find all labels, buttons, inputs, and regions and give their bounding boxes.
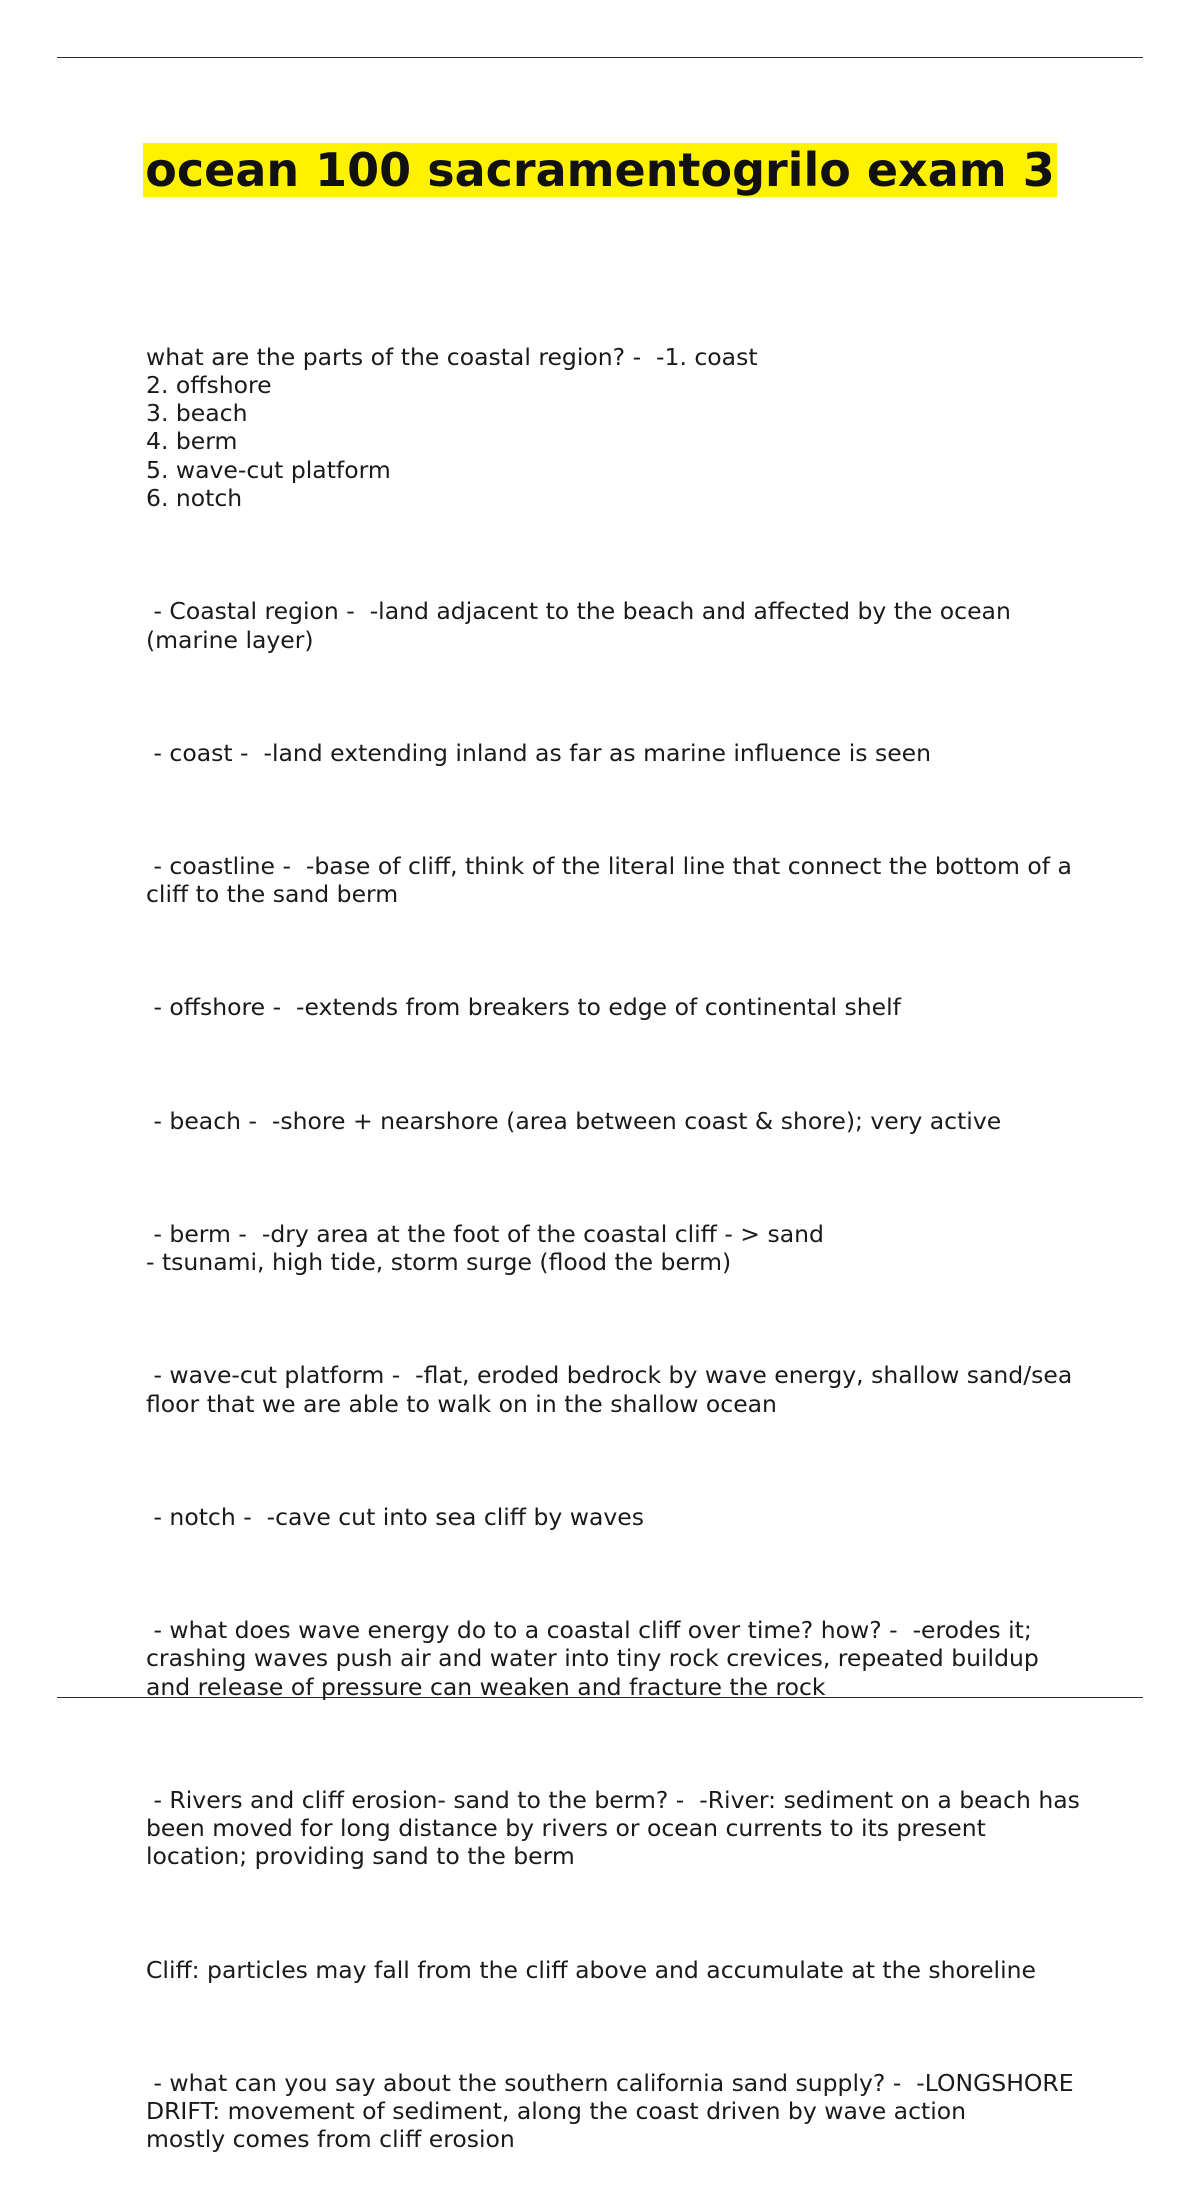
paragraph-notch: - notch - -cave cut into sea cliff by waves bbox=[146, 1502, 644, 1531]
paragraph-offshore: - offshore - -extends from breakers to edge of continental shelf bbox=[146, 993, 901, 1022]
paragraph-beach: - beach - -shore + nearshore (area between coast & shore); very active bbox=[146, 1106, 1002, 1135]
paragraph-coastal-parts: what are the parts of the coastal region? - -1. coast 2. offshore 3. beach 4. berm 5. wave-cut platform 6. notch bbox=[146, 342, 758, 513]
paragraph-wave-energy: - what does wave energy do to a coastal cliff over time? how? - -erodes it; crashing waves push air and water into tiny rock crevices, repeated buildup and release of pressure can weaken and fracture the rock bbox=[146, 1615, 1047, 1701]
paragraph-coastal-region: - Coastal region - -land adjacent to the beach and affected by the ocean (marine layer) bbox=[146, 597, 1019, 654]
paragraph-berm: - berm - -dry area at the foot of the coastal cliff - > sand - tsunami, high tide, storm surge (flood the berm) bbox=[146, 1219, 824, 1277]
title-block bbox=[100, 142, 1100, 199]
footer-rule bbox=[57, 1697, 1143, 1698]
paragraph-sand-supply: - what can you say about the southern california sand supply? - -LONGSHORE DRIFT: movement of sediment, along the coast driven by wave action mostly comes from cliff erosion bbox=[146, 2068, 1074, 2154]
paragraph-wave-cut-platform: - wave-cut platform - -flat, eroded bedrock by wave energy, shallow sand/sea floor that we are able to walk on in the shallow ocean bbox=[146, 1361, 1080, 1418]
header-rule bbox=[57, 57, 1143, 58]
document-body bbox=[146, 286, 1086, 2210]
document-title: ocean 100 sacramentogrilo exam 3 bbox=[145, 143, 1055, 197]
paragraph-coastline: - coastline - -base of cliff, think of the literal line that connect the bottom of a cliff to the sand berm bbox=[146, 851, 1080, 909]
paragraph-rivers-cliff-erosion: - Rivers and cliff erosion- sand to the berm? - -River: sediment on a beach has been moved for long distance by rivers or ocean currents to its present location; providing sand to the berm bbox=[146, 1785, 1088, 1871]
paragraph-coast: - coast - -land extending inland as far as marine influence is seen bbox=[146, 738, 932, 767]
paragraph-cliff-particles: Cliff: particles may fall from the cliff above and accumulate at the shoreline bbox=[146, 1955, 1036, 1984]
